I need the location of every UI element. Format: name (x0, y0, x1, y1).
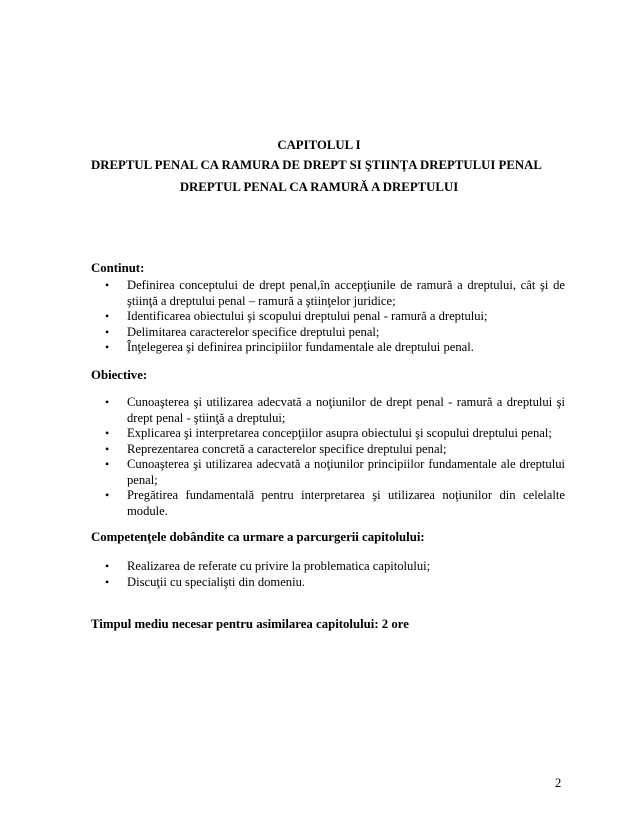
timp-mediu-text: Timpul mediu necesar pentru asimilarea capitolului: 2 ore (91, 617, 409, 631)
list-item: • Cunoaşterea şi utilizarea adecvată a noţiunilor de drept penal - ramură a dreptului şi drept penal - ştiinţă a dreptului; (91, 395, 565, 426)
list-item: • Pregătirea fundamentală pentru interpretarea şi utilizarea noţiunilor din celelalte module. (91, 488, 565, 519)
list-item: • Înţelegerea şi definirea principiilor fundamentale ale dreptului penal. (91, 340, 565, 356)
list-item: • Definirea conceptului de drept penal,în accepţiunile de ramură a dreptului, cât şi de ştiinţă a dreptului penal – ramură a ştiinţelor juridice; (91, 278, 565, 309)
list-item: • Reprezentarea concretă a caracterelor specifice dreptului penal; (91, 442, 565, 458)
obiective-heading: Obiective: (91, 368, 148, 382)
competente-list (91, 559, 565, 590)
chapter-label: CAPITOLUL I (277, 138, 361, 152)
list-item: • Discuţii cu specialişti din domeniu. (91, 575, 565, 591)
page-number: 2 (555, 776, 562, 790)
chapter-title: DREPTUL PENAL CA RAMURA DE DREPT SI ŞTIINŢA DREPTULUI PENAL (91, 158, 542, 172)
list-item: • Realizarea de referate cu privire la problematica capitolului; (91, 559, 565, 575)
continut-list (91, 278, 565, 356)
competente-heading: Competenţele dobândite ca urmare a parcurgerii capitolului: (91, 530, 425, 544)
obiective-list (91, 395, 565, 519)
chapter-subtitle: DREPTUL PENAL CA RAMURĂ A DREPTULUI (179, 180, 459, 194)
list-item: • Identificarea obiectului şi scopului dreptului penal - ramură a dreptului; (91, 309, 565, 325)
list-item: • Cunoaşterea şi utilizarea adecvată a noţiunilor principiilor fundamentale ale dreptului penal; (91, 457, 565, 488)
list-item: • Delimitarea caracterelor specifice dreptului penal; (91, 325, 565, 341)
continut-heading: Continut: (91, 261, 145, 275)
list-item: • Explicarea şi interpretarea concepţiilor asupra obiectului şi scopului dreptului penal; (91, 426, 565, 442)
